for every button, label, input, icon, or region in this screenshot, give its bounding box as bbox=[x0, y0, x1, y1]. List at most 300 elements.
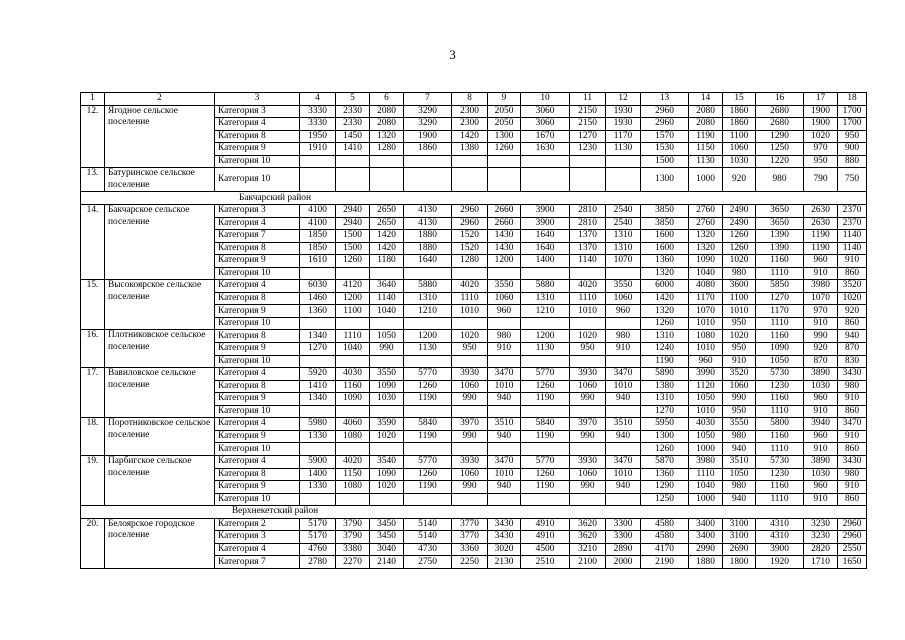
value-cell bbox=[336, 405, 370, 418]
value-cell: 1310 bbox=[606, 230, 641, 243]
value-cell: 3930 bbox=[570, 455, 606, 468]
value-cell: 3430 bbox=[838, 455, 867, 468]
value-cell bbox=[336, 493, 370, 506]
value-cell bbox=[452, 355, 488, 368]
value-cell: 3550 bbox=[723, 418, 756, 431]
settlement-number: 12. bbox=[81, 105, 105, 168]
value-cell: 3210 bbox=[570, 543, 606, 556]
value-cell bbox=[300, 355, 336, 368]
value-cell: 2630 bbox=[804, 217, 838, 230]
value-cell: 1250 bbox=[641, 493, 689, 506]
value-cell: 1380 bbox=[452, 143, 488, 156]
value-cell bbox=[521, 443, 570, 456]
value-cell: 1530 bbox=[641, 143, 689, 156]
value-cell: 1010 bbox=[606, 468, 641, 481]
value-cell: 4500 bbox=[521, 543, 570, 556]
column-header: 15 bbox=[723, 93, 756, 106]
value-cell bbox=[300, 443, 336, 456]
column-header: 12 bbox=[606, 93, 641, 106]
value-cell: 1320 bbox=[689, 242, 723, 255]
settlement-number: 13. bbox=[81, 168, 105, 192]
value-cell: 1420 bbox=[641, 292, 689, 305]
value-cell: 1920 bbox=[756, 556, 804, 569]
value-cell: 1030 bbox=[370, 393, 404, 406]
value-cell bbox=[570, 155, 606, 168]
value-cell: 3980 bbox=[804, 280, 838, 293]
value-cell: 5140 bbox=[404, 518, 452, 531]
value-cell: 1010 bbox=[488, 380, 521, 393]
value-cell bbox=[521, 155, 570, 168]
value-cell: 3980 bbox=[689, 455, 723, 468]
category-label: Категория 9 bbox=[215, 393, 300, 406]
value-cell: 1430 bbox=[488, 230, 521, 243]
value-cell: 1160 bbox=[756, 481, 804, 494]
value-cell: 1880 bbox=[404, 230, 452, 243]
category-label: Категория 3 bbox=[215, 105, 300, 118]
value-cell: 1240 bbox=[641, 343, 689, 356]
value-cell: 4100 bbox=[300, 205, 336, 218]
value-cell: 1090 bbox=[370, 468, 404, 481]
value-cell bbox=[300, 155, 336, 168]
value-cell bbox=[488, 155, 521, 168]
column-header: 18 bbox=[838, 93, 867, 106]
value-cell: 910 bbox=[838, 430, 867, 443]
value-cell: 940 bbox=[488, 430, 521, 443]
value-cell: 1220 bbox=[756, 155, 804, 168]
value-cell: 1320 bbox=[370, 130, 404, 143]
value-cell: 1210 bbox=[521, 305, 570, 318]
column-header: 10 bbox=[521, 93, 570, 106]
column-header: 7 bbox=[404, 93, 452, 106]
value-cell: 940 bbox=[488, 393, 521, 406]
value-cell: 950 bbox=[452, 343, 488, 356]
category-label: Категория 8 bbox=[215, 292, 300, 305]
category-label: Категория 4 bbox=[215, 543, 300, 556]
value-cell: 1230 bbox=[756, 380, 804, 393]
value-cell bbox=[300, 493, 336, 506]
value-cell bbox=[336, 355, 370, 368]
value-cell: 2960 bbox=[838, 531, 867, 544]
value-cell: 1430 bbox=[488, 242, 521, 255]
value-cell: 1360 bbox=[641, 468, 689, 481]
value-cell: 1140 bbox=[370, 292, 404, 305]
value-cell: 1330 bbox=[300, 430, 336, 443]
value-cell: 1090 bbox=[756, 343, 804, 356]
value-cell bbox=[570, 443, 606, 456]
value-cell: 960 bbox=[804, 393, 838, 406]
value-cell: 3900 bbox=[521, 205, 570, 218]
value-cell: 1260 bbox=[521, 468, 570, 481]
settlement-number: 18. bbox=[81, 418, 105, 456]
column-header: 2 bbox=[105, 93, 215, 106]
value-cell: 1120 bbox=[689, 380, 723, 393]
value-cell: 3510 bbox=[606, 418, 641, 431]
value-cell: 1290 bbox=[756, 130, 804, 143]
value-cell: 1520 bbox=[452, 230, 488, 243]
value-cell: 1090 bbox=[336, 393, 370, 406]
value-cell: 1370 bbox=[570, 230, 606, 243]
category-label: Категория 4 bbox=[215, 368, 300, 381]
value-cell: 3640 bbox=[370, 280, 404, 293]
value-cell bbox=[570, 267, 606, 280]
value-cell: 1190 bbox=[404, 393, 452, 406]
value-cell: 1080 bbox=[336, 430, 370, 443]
value-cell: 1020 bbox=[570, 330, 606, 343]
value-cell: 960 bbox=[804, 481, 838, 494]
value-cell bbox=[404, 493, 452, 506]
value-cell bbox=[336, 443, 370, 456]
value-cell bbox=[452, 155, 488, 168]
value-cell: 990 bbox=[570, 481, 606, 494]
value-cell bbox=[521, 405, 570, 418]
value-cell: 3790 bbox=[336, 531, 370, 544]
column-header: 4 bbox=[300, 93, 336, 106]
value-cell: 1040 bbox=[370, 305, 404, 318]
value-cell: 1230 bbox=[570, 143, 606, 156]
value-cell: 830 bbox=[838, 355, 867, 368]
value-cell: 3040 bbox=[370, 543, 404, 556]
value-cell: 1150 bbox=[689, 143, 723, 156]
value-cell: 1610 bbox=[300, 255, 336, 268]
district-spacer bbox=[336, 506, 867, 519]
column-header: 5 bbox=[336, 93, 370, 106]
value-cell: 4030 bbox=[689, 418, 723, 431]
value-cell bbox=[370, 493, 404, 506]
value-cell: 1110 bbox=[756, 317, 804, 330]
value-cell: 3300 bbox=[606, 518, 641, 531]
value-cell: 2490 bbox=[723, 205, 756, 218]
value-cell: 1640 bbox=[404, 255, 452, 268]
value-cell: 1520 bbox=[452, 242, 488, 255]
value-cell: 790 bbox=[804, 168, 838, 192]
value-cell: 2300 bbox=[452, 105, 488, 118]
value-cell bbox=[570, 405, 606, 418]
value-cell bbox=[404, 168, 452, 192]
value-cell: 1300 bbox=[641, 430, 689, 443]
value-cell: 1040 bbox=[336, 343, 370, 356]
value-cell: 750 bbox=[838, 168, 867, 192]
district-name: Верхнекетский район bbox=[215, 506, 336, 519]
value-cell bbox=[404, 267, 452, 280]
value-cell: 1060 bbox=[488, 292, 521, 305]
value-cell: 910 bbox=[838, 481, 867, 494]
value-cell bbox=[488, 355, 521, 368]
column-header: 11 bbox=[570, 93, 606, 106]
value-cell: 960 bbox=[804, 430, 838, 443]
value-cell: 3550 bbox=[606, 280, 641, 293]
value-cell bbox=[452, 168, 488, 192]
value-cell: 4760 bbox=[300, 543, 336, 556]
value-cell: 3470 bbox=[606, 455, 641, 468]
value-cell bbox=[606, 317, 641, 330]
value-cell: 1040 bbox=[689, 267, 723, 280]
value-cell: 3620 bbox=[570, 518, 606, 531]
value-cell: 3620 bbox=[570, 531, 606, 544]
value-cell bbox=[488, 443, 521, 456]
value-cell: 1020 bbox=[452, 330, 488, 343]
value-cell bbox=[452, 317, 488, 330]
value-cell: 1860 bbox=[723, 118, 756, 131]
column-header: 6 bbox=[370, 93, 404, 106]
value-cell bbox=[606, 267, 641, 280]
value-cell bbox=[370, 168, 404, 192]
value-cell bbox=[488, 405, 521, 418]
value-cell bbox=[404, 443, 452, 456]
value-cell: 1670 bbox=[521, 130, 570, 143]
value-cell: 1210 bbox=[404, 305, 452, 318]
value-cell: 2080 bbox=[689, 105, 723, 118]
value-cell: 5840 bbox=[521, 418, 570, 431]
value-cell: 3470 bbox=[488, 455, 521, 468]
value-cell: 3550 bbox=[370, 368, 404, 381]
value-cell: 1110 bbox=[756, 443, 804, 456]
value-cell: 5770 bbox=[521, 455, 570, 468]
value-cell: 1180 bbox=[370, 255, 404, 268]
value-cell: 990 bbox=[452, 430, 488, 443]
value-cell: 1170 bbox=[689, 292, 723, 305]
value-cell: 1570 bbox=[641, 130, 689, 143]
value-cell: 4730 bbox=[404, 543, 452, 556]
category-label: Категория 3 bbox=[215, 531, 300, 544]
value-cell: 1270 bbox=[300, 343, 336, 356]
value-cell bbox=[300, 317, 336, 330]
value-cell: 910 bbox=[804, 267, 838, 280]
value-cell: 1630 bbox=[521, 143, 570, 156]
value-cell: 2810 bbox=[570, 205, 606, 218]
value-cell: 3060 bbox=[521, 118, 570, 131]
value-cell: 1020 bbox=[370, 481, 404, 494]
value-cell: 900 bbox=[838, 143, 867, 156]
category-label: Категория 7 bbox=[215, 556, 300, 569]
value-cell: 980 bbox=[488, 330, 521, 343]
value-cell: 3020 bbox=[488, 543, 521, 556]
value-cell: 1110 bbox=[756, 405, 804, 418]
value-cell: 1130 bbox=[689, 155, 723, 168]
value-cell: 990 bbox=[570, 430, 606, 443]
value-cell: 3970 bbox=[570, 418, 606, 431]
value-cell: 1600 bbox=[641, 230, 689, 243]
category-label: Категория 10 bbox=[215, 267, 300, 280]
value-cell: 2650 bbox=[370, 205, 404, 218]
value-cell: 4080 bbox=[689, 280, 723, 293]
value-cell: 3100 bbox=[723, 531, 756, 544]
value-cell: 940 bbox=[723, 443, 756, 456]
value-cell: 1260 bbox=[521, 380, 570, 393]
value-cell: 4580 bbox=[641, 518, 689, 531]
value-cell: 980 bbox=[723, 430, 756, 443]
value-cell: 3600 bbox=[723, 280, 756, 293]
value-cell: 3400 bbox=[689, 518, 723, 531]
value-cell: 2890 bbox=[606, 543, 641, 556]
value-cell: 1150 bbox=[336, 468, 370, 481]
value-cell: 3430 bbox=[838, 368, 867, 381]
value-cell: 1360 bbox=[300, 305, 336, 318]
value-cell: 1930 bbox=[606, 118, 641, 131]
value-cell: 1270 bbox=[570, 130, 606, 143]
value-cell: 3470 bbox=[606, 368, 641, 381]
value-cell: 1400 bbox=[521, 255, 570, 268]
value-cell: 1500 bbox=[641, 155, 689, 168]
value-cell: 1190 bbox=[404, 481, 452, 494]
value-cell: 950 bbox=[723, 343, 756, 356]
value-cell: 4020 bbox=[452, 280, 488, 293]
value-cell: 2050 bbox=[488, 105, 521, 118]
value-cell: 1310 bbox=[606, 242, 641, 255]
value-cell: 4130 bbox=[404, 217, 452, 230]
category-label: Категория 4 bbox=[215, 280, 300, 293]
value-cell: 2050 bbox=[488, 118, 521, 131]
value-cell: 3520 bbox=[838, 280, 867, 293]
value-cell bbox=[570, 168, 606, 192]
value-cell: 1260 bbox=[641, 443, 689, 456]
value-cell: 5980 bbox=[300, 418, 336, 431]
value-cell: 2940 bbox=[336, 205, 370, 218]
value-cell: 1950 bbox=[300, 130, 336, 143]
column-header: 13 bbox=[641, 93, 689, 106]
table-row bbox=[81, 105, 867, 118]
value-cell: 1190 bbox=[521, 430, 570, 443]
value-cell: 1110 bbox=[452, 292, 488, 305]
value-cell: 1020 bbox=[838, 292, 867, 305]
value-cell: 1110 bbox=[570, 292, 606, 305]
value-cell: 2080 bbox=[370, 105, 404, 118]
value-cell bbox=[606, 155, 641, 168]
value-cell: 940 bbox=[606, 481, 641, 494]
value-cell: 1260 bbox=[723, 242, 756, 255]
value-cell: 910 bbox=[804, 405, 838, 418]
value-cell: 1160 bbox=[336, 380, 370, 393]
value-cell: 1100 bbox=[723, 130, 756, 143]
district-spacer bbox=[336, 192, 867, 205]
value-cell: 1650 bbox=[838, 556, 867, 569]
value-cell: 1260 bbox=[404, 468, 452, 481]
value-cell: 950 bbox=[723, 405, 756, 418]
value-cell: 3520 bbox=[723, 368, 756, 381]
value-cell: 1900 bbox=[804, 105, 838, 118]
category-label: Категория 4 bbox=[215, 217, 300, 230]
table-row bbox=[81, 368, 867, 381]
value-cell: 5950 bbox=[641, 418, 689, 431]
value-cell: 1170 bbox=[756, 305, 804, 318]
value-cell: 1200 bbox=[488, 255, 521, 268]
value-cell: 3450 bbox=[370, 518, 404, 531]
value-cell: 2270 bbox=[336, 556, 370, 569]
value-cell: 1460 bbox=[300, 292, 336, 305]
district-spacer bbox=[81, 192, 215, 205]
value-cell: 960 bbox=[804, 255, 838, 268]
category-label: Категория 10 bbox=[215, 443, 300, 456]
value-cell: 3940 bbox=[804, 418, 838, 431]
value-cell: 1710 bbox=[804, 556, 838, 569]
value-cell: 2490 bbox=[723, 217, 756, 230]
value-cell: 5890 bbox=[641, 368, 689, 381]
value-cell: 1270 bbox=[756, 292, 804, 305]
value-cell: 1190 bbox=[689, 130, 723, 143]
value-cell: 1260 bbox=[404, 380, 452, 393]
value-cell: 2940 bbox=[336, 217, 370, 230]
settlement-name: Плотниковское сельское поселение bbox=[105, 330, 215, 368]
value-cell: 1130 bbox=[521, 343, 570, 356]
value-cell: 6000 bbox=[641, 280, 689, 293]
value-cell: 880 bbox=[838, 155, 867, 168]
value-cell: 5870 bbox=[641, 455, 689, 468]
value-cell: 3060 bbox=[521, 105, 570, 118]
value-cell: 1410 bbox=[336, 143, 370, 156]
value-cell: 1090 bbox=[689, 255, 723, 268]
value-cell: 980 bbox=[838, 468, 867, 481]
value-cell: 2820 bbox=[804, 543, 838, 556]
value-cell: 1070 bbox=[606, 255, 641, 268]
value-cell: 1010 bbox=[689, 317, 723, 330]
value-cell: 1110 bbox=[336, 330, 370, 343]
category-label: Категория 10 bbox=[215, 493, 300, 506]
table-row bbox=[81, 280, 867, 293]
value-cell: 1020 bbox=[723, 330, 756, 343]
value-cell: 1050 bbox=[756, 355, 804, 368]
value-cell: 3970 bbox=[452, 418, 488, 431]
value-cell: 1640 bbox=[521, 230, 570, 243]
settlement-name: Ягодное сельское поселение bbox=[105, 105, 215, 168]
value-cell: 2780 bbox=[300, 556, 336, 569]
value-cell: 1160 bbox=[756, 330, 804, 343]
value-cell: 1190 bbox=[521, 481, 570, 494]
value-cell: 1190 bbox=[521, 393, 570, 406]
value-cell: 2680 bbox=[756, 105, 804, 118]
value-cell bbox=[336, 267, 370, 280]
value-cell bbox=[570, 355, 606, 368]
value-cell bbox=[488, 168, 521, 192]
value-cell: 1050 bbox=[689, 430, 723, 443]
value-cell: 1010 bbox=[689, 405, 723, 418]
value-cell: 2760 bbox=[689, 205, 723, 218]
value-cell bbox=[404, 355, 452, 368]
value-cell: 1310 bbox=[641, 393, 689, 406]
value-cell: 3290 bbox=[404, 105, 452, 118]
value-cell: 990 bbox=[723, 393, 756, 406]
table-body bbox=[81, 93, 867, 569]
tariff-table bbox=[80, 92, 867, 569]
value-cell: 3850 bbox=[641, 205, 689, 218]
value-cell: 1600 bbox=[641, 242, 689, 255]
value-cell bbox=[606, 443, 641, 456]
settlement-name: Высокоярское сельское поселение bbox=[105, 280, 215, 330]
value-cell: 2000 bbox=[606, 556, 641, 569]
value-cell: 5770 bbox=[404, 368, 452, 381]
value-cell: 3380 bbox=[336, 543, 370, 556]
value-cell: 4030 bbox=[336, 368, 370, 381]
value-cell: 4120 bbox=[336, 280, 370, 293]
value-cell: 980 bbox=[606, 330, 641, 343]
value-cell: 990 bbox=[452, 481, 488, 494]
value-cell: 2960 bbox=[838, 518, 867, 531]
category-label: Категория 7 bbox=[215, 230, 300, 243]
value-cell: 960 bbox=[606, 305, 641, 318]
value-cell: 1290 bbox=[641, 481, 689, 494]
value-cell: 3890 bbox=[804, 455, 838, 468]
value-cell bbox=[606, 168, 641, 192]
value-cell bbox=[452, 267, 488, 280]
value-cell: 1060 bbox=[570, 468, 606, 481]
value-cell: 2190 bbox=[641, 556, 689, 569]
value-cell: 1880 bbox=[404, 242, 452, 255]
value-cell: 1230 bbox=[756, 468, 804, 481]
value-cell bbox=[570, 317, 606, 330]
value-cell: 910 bbox=[804, 317, 838, 330]
value-cell bbox=[606, 405, 641, 418]
value-cell: 1100 bbox=[723, 292, 756, 305]
value-cell: 2150 bbox=[570, 105, 606, 118]
value-cell: 980 bbox=[756, 168, 804, 192]
